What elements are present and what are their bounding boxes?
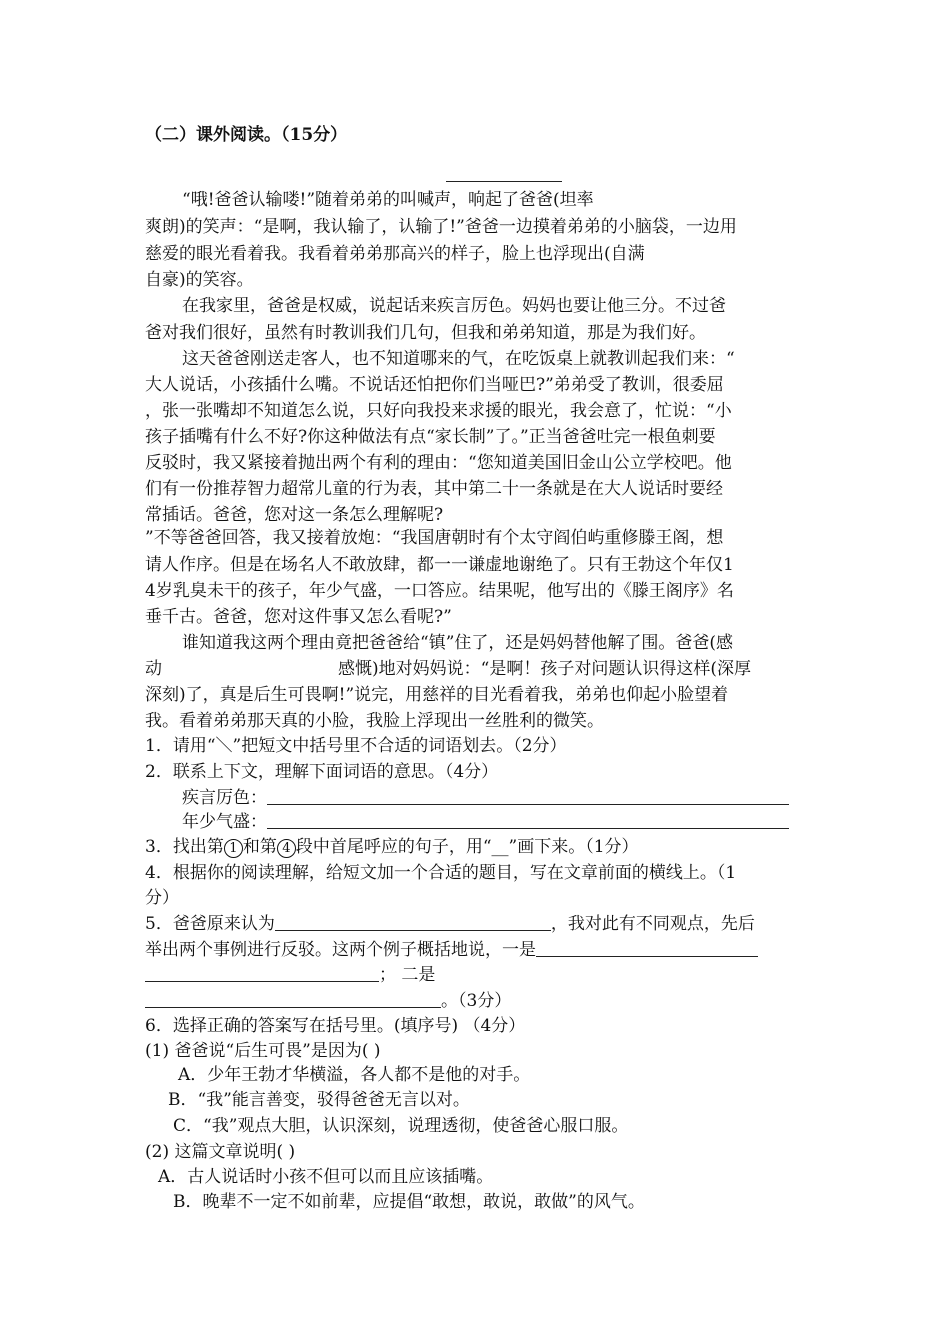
- q5-blank[interactable]: [536, 938, 758, 957]
- option: B．“我”能言善变，驳得爸爸无言以对。: [168, 1090, 470, 1110]
- q3-text: 段中首尾呼应的句子，用“__”画下来。（1分）: [295, 837, 639, 857]
- passage-line: 孩子插嘴有什么不好?你这种做法有点“家长制”了。”正当爸爸吐完一根鱼刺要: [145, 427, 716, 447]
- passage-line: 慈爱的眼光看着我。我看着弟弟那高兴的样子，脸上也浮现出(自满: [145, 244, 645, 264]
- passage-line: 谁知道我这两个理由竟把爸爸给“镇”住了，还是妈妈替他解了围。爸爸(感: [182, 633, 734, 653]
- passage-line: 大人说话，小孩插什么嘴。不说话还怕把你们当哑巴?”弟弟受了教训，很委屈: [145, 375, 724, 395]
- passage-line: 常插话。爸爸，您对这一条怎么理解呢?: [145, 505, 444, 525]
- passage-line: 请人作序。但是在场名人不敢放肆，都一一谦虚地谢绝了。只有王勃这个年仅1: [145, 555, 734, 575]
- option: A．少年王勃才华横溢，各人都不是他的对手。: [178, 1065, 531, 1085]
- option: B．晚辈不一定不如前辈，应提倡“敢想，敢说，敢做”的风气。: [173, 1192, 645, 1212]
- q5-text: ； 二是: [379, 965, 436, 985]
- q3-text: 3．找出第: [145, 837, 224, 857]
- passage-line: 深刻)了，真是后生可畏啊!”说完，用慈祥的目光看着我，弟弟也仰起小脸望着: [145, 685, 729, 705]
- q5-text: 5．爸爸原来认为: [145, 914, 275, 934]
- passage-line: 在我家里，爸爸是权威，说起话来疾言厉色。妈妈也要让他三分。不过爸: [182, 296, 726, 316]
- passage-line: 们有一份推荐智力超常儿童的行为表，其中第二十一条就是在大人说话时要经: [145, 479, 723, 499]
- passage-line: ，张一张嘴却不知道怎么说，只好向我投来求援的眼光，我会意了，忙说：“小: [145, 401, 732, 421]
- question-4-cont: 分）: [145, 888, 179, 908]
- q2-answer-blank[interactable]: [267, 810, 789, 829]
- question-6: 6．选择正确的答案写在括号里。(填序号) （4分）: [145, 1016, 526, 1036]
- passage-line: 我。看着弟弟那天真的小脸，我脸上浮现出一丝胜利的微笑。: [145, 711, 604, 731]
- title-blank-line: [446, 181, 562, 182]
- question-5: [145, 911, 755, 937]
- question-2: 2．联系上下文，理解下面词语的意思。（4分）: [145, 762, 499, 782]
- q5-blank[interactable]: [275, 912, 551, 931]
- q5-text: 举出两个事例进行反驳。这两个例子概括地说，一是: [145, 940, 536, 960]
- option: C．“我”观点大胆，认识深刻，说理透彻，使爸爸心服口服。: [173, 1116, 629, 1136]
- q2-term-label: 疾言厉色：: [182, 788, 267, 808]
- question-5-cont: [145, 937, 758, 963]
- circled-number: 1: [224, 839, 243, 858]
- question-3: [145, 834, 639, 860]
- question-6-2: (2) 这篇文章说明( ): [145, 1142, 296, 1162]
- passage-line: 爽朗)的笑声：“是啊，我认输了，认输了!”爸爸一边摸着弟弟的小脑袋，一边用: [145, 217, 737, 237]
- q2-term-row: [182, 785, 789, 811]
- circled-number: 4: [277, 839, 296, 858]
- passage-line: “哦!爸爸认输喽!”随着弟弟的叫喊声，响起了爸爸(坦率: [182, 190, 594, 210]
- question-5-cont: [145, 988, 511, 1014]
- q5-blank[interactable]: [145, 963, 379, 982]
- q5-blank[interactable]: [145, 989, 441, 1008]
- q2-term-label: 年少气盛：: [182, 812, 267, 832]
- q3-text: 和第: [242, 837, 277, 857]
- passage-line: 垂千古。爸爸，您对这件事又怎么看呢?”: [145, 607, 452, 627]
- question-1: 1．请用“＼”把短文中括号里不合适的词语划去。（2分）: [145, 736, 567, 756]
- passage-line: 4岁乳臭未干的孩子，年少气盛，一口答应。结果呢，他写出的《滕王阁序》名: [145, 581, 734, 601]
- question-5-cont: [145, 962, 435, 988]
- passage-line: 动: [145, 659, 162, 679]
- passage-line: 感慨)地对妈妈说：“是啊！孩子对问题认识得这样(深厚: [338, 659, 751, 679]
- passage-line: 爸对我们很好，虽然有时教训我们几句，但我和弟弟知道，那是为我们好。: [145, 323, 706, 343]
- question-4: 4．根据你的阅读理解，给短文加一个合适的题目，写在文章前面的横线上。（1: [145, 863, 737, 883]
- option: A．古人说话时小孩不但可以而且应该插嘴。: [158, 1167, 494, 1187]
- section-heading: （二）课外阅读。（15分）: [145, 125, 348, 145]
- passage-line: ”不等爸爸回答，我又接着放炮：“我国唐朝时有个太守阎伯屿重修滕王阁，想: [145, 528, 724, 548]
- passage-line: 这天爸爸刚送走客人，也不知道哪来的气，在吃饭桌上就教训起我们来：“: [182, 349, 735, 369]
- passage-line: 反驳时，我又紧接着抛出两个有利的理由：“您知道美国旧金山公立学校吧。他: [145, 453, 732, 473]
- question-6-1: (1) 爸爸说“后生可畏”是因为( ): [145, 1041, 381, 1061]
- passage-line: 自豪)的笑容。: [145, 270, 254, 290]
- q2-answer-blank[interactable]: [267, 786, 789, 805]
- q5-text: 。（3分）: [441, 991, 512, 1011]
- q2-term-row: [182, 809, 789, 835]
- q5-text: ，我对此有不同观点，先后: [550, 914, 755, 934]
